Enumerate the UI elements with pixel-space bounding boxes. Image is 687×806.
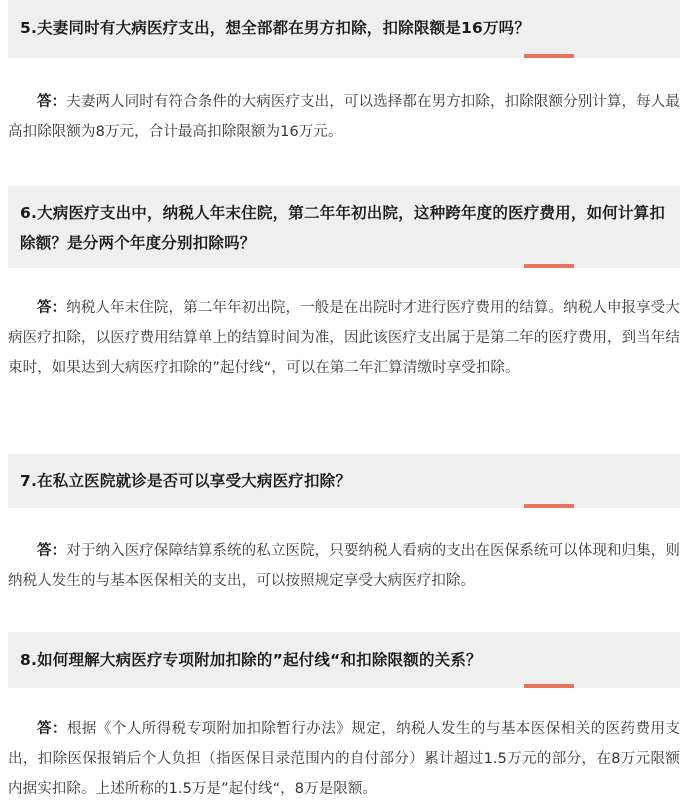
question-title: 8.如何理解大病医疗专项附加扣除的”起付线“和扣除限额的关系？ xyxy=(20,651,482,669)
question-box xyxy=(8,632,680,688)
question-title: 7.在私立医院就诊是否可以享受大病医疗扣除？ xyxy=(20,472,352,490)
question-box xyxy=(8,454,680,508)
answer-paragraph xyxy=(8,714,680,804)
answer-text: 夫妻两人同时有符合条件的大病医疗支出，可以选择都在男方扣除，扣除限额分别计算，每人最高扣除限额为8万元，合计最高扣除限额为16万元。 xyxy=(8,94,680,140)
answer-label: 答： xyxy=(37,543,67,559)
answer-label: 答： xyxy=(37,300,67,316)
answer-text: 对于纳入医疗保障结算系统的私立医院，只要纳税人看病的支出在医保系统可以体现和归集，则纳税人发生的与基本医保相关的支出，可以按照规定享受大病医疗扣除。 xyxy=(8,543,680,589)
question-title: 5.夫妻同时有大病医疗支出，想全部都在男方扣除，扣除限额是16万吗？ xyxy=(20,19,531,37)
answer-paragraph xyxy=(8,536,680,596)
accent-bar xyxy=(524,264,574,268)
answer-paragraph xyxy=(8,293,680,383)
accent-bar xyxy=(524,504,574,508)
answer-label: 答： xyxy=(37,94,67,110)
answer-paragraph xyxy=(8,87,680,147)
question-box xyxy=(8,186,680,268)
answer-text: 纳税人年末住院，第二年年初出院，一般是在出院时才进行医疗费用的结算。纳税人申报享受大病医疗扣除，以医疗费用结算单上的结算时间为准，因此该医疗支出属于是第二年的医疗费用，到当年结束时，如果达到大病医疗扣除的”起付线“，可以在第二年汇算清缴时享受扣除。 xyxy=(8,300,680,376)
question-box xyxy=(8,0,680,58)
accent-bar xyxy=(524,684,574,688)
answer-label: 答： xyxy=(37,721,67,737)
accent-bar xyxy=(524,54,574,58)
answer-text: 根据《个人所得税专项附加扣除暂行办法》规定，纳税人发生的与基本医保相关的医药费用支出，扣除医保报销后个人负担（指医保目录范围内的自付部分）累计超过1.5万元的部分，在8万元限额内据实扣除。上述所称的1.5万是”起付线“，8万是限额。 xyxy=(8,721,680,797)
question-title: 6.大病医疗支出中，纳税人年末住院，第二年年初出院，这种跨年度的医疗费用，如何计算扣除额？是分两个年度分别扣除吗？ xyxy=(20,204,666,252)
